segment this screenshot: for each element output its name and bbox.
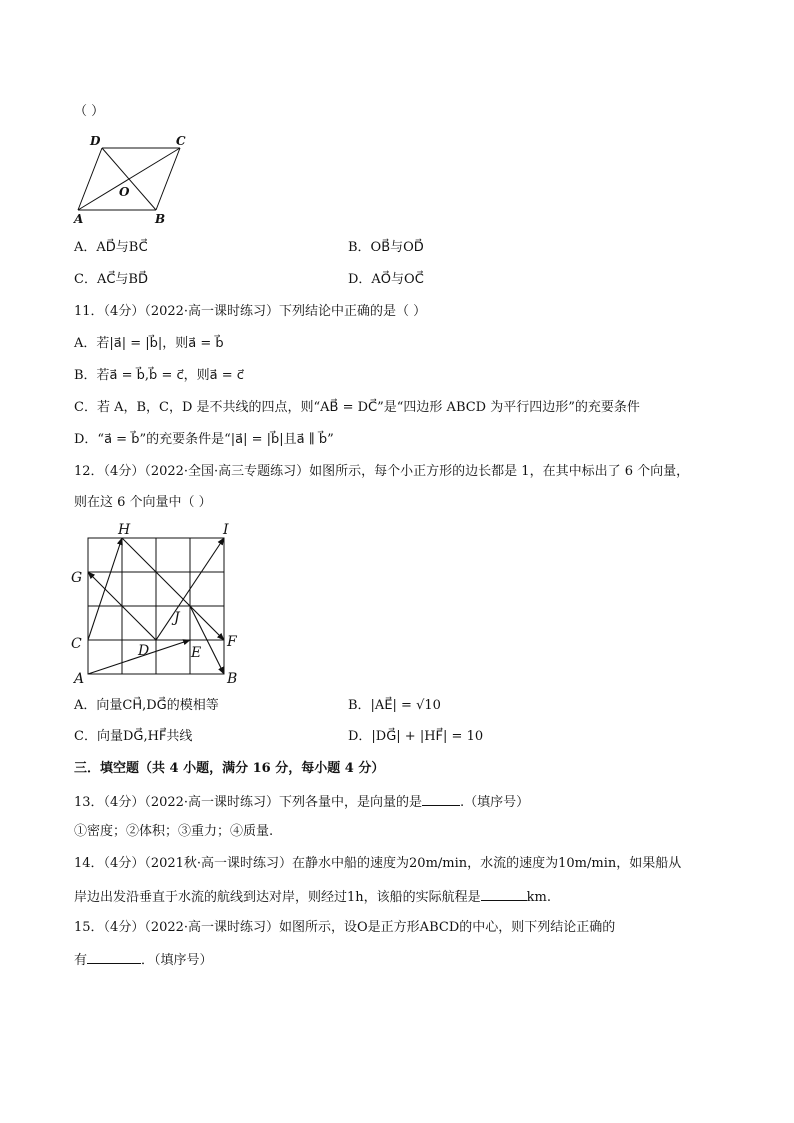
vector-grid-figure — [68, 518, 248, 686]
q14-line2-text: 岸边出发沿垂直于水流的航线到达对岸，则经过1h，该船的实际航程是 — [74, 890, 481, 905]
segment-DA — [78, 148, 102, 210]
grid-label-E: E — [191, 645, 202, 661]
q14-line1: 14．（4分）（2021秋·高一课时练习）在静水中船的速度为20m/min，水流的速度为10m/min，如果船从 — [74, 856, 682, 871]
q15-line2-text: 有 — [74, 953, 88, 968]
label-D: D — [90, 134, 101, 148]
q15-line2 — [74, 950, 213, 970]
q10-option-c: C．AC⃗与BD⃗ — [74, 272, 148, 287]
q14-line2 — [74, 887, 551, 907]
q12-stem-line2: 则在这 6 个向量中（ ） — [74, 495, 212, 510]
label-O: O — [119, 185, 130, 199]
q12-option-c: C．向量DG⃗,HF⃗共线 — [74, 729, 193, 744]
grid-label-H: H — [118, 522, 131, 538]
grid-label-G: G — [71, 570, 83, 586]
q12-option-b: B．|AE⃗| = √10 — [348, 698, 441, 713]
q12-option-d: D．|DG⃗| + |HF⃗| = 10 — [348, 729, 484, 744]
q10-option-a: A．AD⃗与BC⃗ — [74, 240, 148, 255]
q14-answer-blank[interactable] — [481, 887, 527, 901]
q13-items: ①密度；②体积；③重力；④质量. — [74, 824, 274, 839]
grid-lines — [88, 538, 224, 674]
label-C: C — [176, 134, 186, 148]
grid-label-A: A — [74, 671, 85, 686]
grid-label-C: C — [71, 636, 82, 652]
grid-label-D: D — [138, 643, 150, 659]
q13-stem-text: 13．（4分）（2022·高一课时练习）下列各量中，是向量的是 — [74, 795, 423, 810]
label-B: B — [155, 212, 166, 225]
q12-stem-line1: 12．（4分）（2022·全国·高三专题练习）如图所示，每个小正方形的边长都是 1，在其中标出了 6 个向量， — [74, 464, 690, 479]
q11-stem: 11．（4分）（2022·高一课时练习）下列结论中正确的是（ ） — [74, 304, 427, 319]
segment-BC — [156, 148, 180, 210]
q12-option-a: A．向量CH⃗,DG⃗的模相等 — [74, 698, 219, 713]
q15-line1: 15．（4分）（2022·高一课时练习）如图所示，设O是正方形ABCD的中心，则下列结论正确的 — [74, 920, 616, 935]
q11-option-d: D．“a⃗ = b⃗”的充要条件是“|a⃗| = |b⃗|且a⃗ ∥ b⃗” — [74, 432, 334, 447]
grid-label-B: B — [227, 671, 238, 686]
vector-HF — [122, 538, 224, 640]
q14-line2-unit: km. — [526, 890, 551, 905]
grid-label-J: J — [174, 610, 180, 626]
q13-answer-blank[interactable] — [422, 792, 460, 806]
q13-stem — [74, 792, 529, 812]
q11-option-b: B．若a⃗ = b⃗,b⃗ = c⃗，则a⃗ = c⃗ — [74, 368, 244, 383]
q10-answer-bracket: （ ） — [74, 104, 105, 119]
q13-stem-tail: .（填序号） — [460, 795, 530, 810]
q11-option-a: A．若|a⃗| = |b⃗|，则a⃗ = b⃗ — [74, 336, 224, 351]
label-A: A — [74, 212, 84, 225]
parallelogram-figure — [70, 130, 195, 225]
q11-option-c: C．若 A，B，C，D 是不共线的四点，则“AB⃗ = DC⃗”是“四边形 ABCD 为平行四边形”的充要条件 — [74, 400, 640, 415]
q15-answer-blank[interactable] — [87, 950, 141, 964]
q15-line2-tail: ．（填序号） — [141, 953, 213, 968]
q10-option-b: B．OB⃗与OD⃗ — [348, 240, 424, 255]
q10-option-d: D．AO⃗与OC⃗ — [348, 272, 424, 287]
diagonal-BD — [102, 148, 156, 210]
grid-label-I: I — [223, 522, 229, 538]
grid-label-F: F — [227, 634, 237, 650]
section-3-heading: 三．填空题（共 4 小题，满分 16 分，每小题 4 分） — [74, 761, 385, 776]
